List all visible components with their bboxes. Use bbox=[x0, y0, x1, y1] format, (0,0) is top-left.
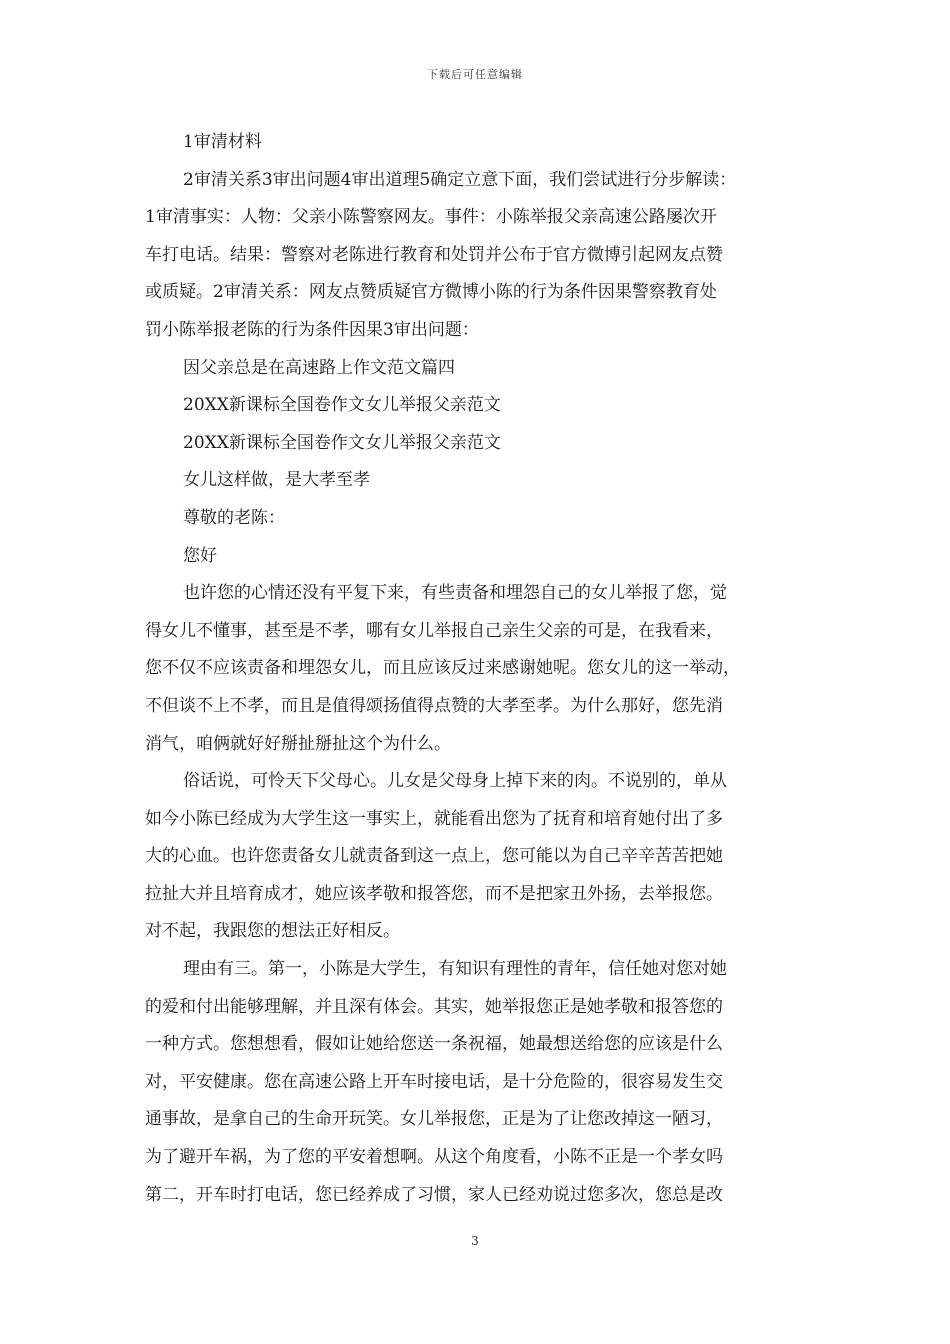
text-line: 1审清材料 bbox=[183, 132, 262, 152]
page-number: 3 bbox=[471, 1234, 479, 1248]
text-line: 拉扯大并且培育成才，她应该孝敬和报答您，而不是把家丑外扬，去举报您。 bbox=[145, 883, 723, 904]
text-line: 通事故，是拿自己的生命开玩笑。女儿举报您，正是为了让您改掉这一陋习， bbox=[145, 1109, 723, 1130]
text-line: 女儿这样做，是大孝至孝 bbox=[183, 470, 370, 491]
text-line: 20XX新课标全国卷作文女儿举报父亲范文 bbox=[183, 432, 501, 453]
text-line: 您不仅不应该责备和埋怨女儿，而且应该反过来感谢她呢。您女儿的这一举动， bbox=[145, 658, 740, 679]
text-line: 俗话说，可怜天下父母心。儿女是父母身上掉下来的肉。不说别的，单从 bbox=[183, 771, 727, 792]
document-body bbox=[145, 124, 807, 1214]
text-line: 20XX新课标全国卷作文女儿举报父亲范文 bbox=[183, 395, 501, 416]
text-line: 的爱和付出能够理解，并且深有体会。其实，她举报您正是她孝敬和报答您的 bbox=[145, 996, 723, 1017]
text-line: 2审清关系3审出问题4审出道理5确定立意下面，我们尝试进行分步解读： bbox=[183, 169, 737, 190]
text-line: 您好 bbox=[183, 545, 217, 566]
text-line: 第二，开车时打电话，您已经养成了习惯，家人已经劝说过您多次，您总是改 bbox=[145, 1184, 723, 1205]
text-line: 或质疑。2审清关系：网友点赞质疑官方微博小陈的行为条件因果警察教育处 bbox=[145, 282, 717, 303]
text-line: 理由有三。第一，小陈是大学生，有知识有理性的青年，信任她对您对她 bbox=[183, 959, 727, 980]
text-line: 对不起，我跟您的想法正好相反。 bbox=[145, 921, 400, 942]
text-line: 大的心血。也许您责备女儿就责备到这一点上，您可能以为自己辛辛苦苦把她 bbox=[145, 846, 723, 867]
text-line: 消气，咱俩就好好掰扯掰扯这个为什么。 bbox=[145, 733, 451, 754]
text-line: 车打电话。结果：警察对老陈进行教育和处罚并公布于官方微博引起网友点赞 bbox=[145, 244, 723, 265]
text-line: 因父亲总是在高速路上作文范文篇四 bbox=[183, 357, 455, 378]
text-line: 如今小陈已经成为大学生这一事实上，就能看出您为了抚育和培育她付出了多 bbox=[145, 808, 723, 829]
text-line: 对，平安健康。您在高速公路上开车时接电话，是十分危险的，很容易发生交 bbox=[145, 1071, 723, 1092]
text-line: 1审清事实：人物：父亲小陈警察网友。事件：小陈举报父亲高速公路屡次开 bbox=[145, 207, 717, 228]
text-line: 得女儿不懂事，甚至是不孝，哪有女儿举报自己亲生父亲的可是，在我看来， bbox=[145, 620, 723, 641]
text-line: 尊敬的老陈： bbox=[183, 507, 285, 528]
text-line: 不但谈不上不孝，而且是值得颂扬值得点赞的大孝至孝。为什么那好，您先消 bbox=[145, 695, 723, 716]
text-line: 一种方式。您想想看，假如让她给您送一条祝福，她最想送给您的应该是什么 bbox=[145, 1034, 723, 1055]
page-header: 下载后可任意编辑 bbox=[427, 68, 523, 81]
text-line: 为了避开车祸，为了您的平安着想啊。从这个角度看，小陈不正是一个孝女吗 bbox=[145, 1147, 723, 1168]
text-line: 罚小陈举报老陈的行为条件因果3审出问题： bbox=[145, 319, 479, 340]
text-line: 也许您的心情还没有平复下来，有些责备和埋怨自己的女儿举报了您，觉 bbox=[183, 583, 727, 604]
